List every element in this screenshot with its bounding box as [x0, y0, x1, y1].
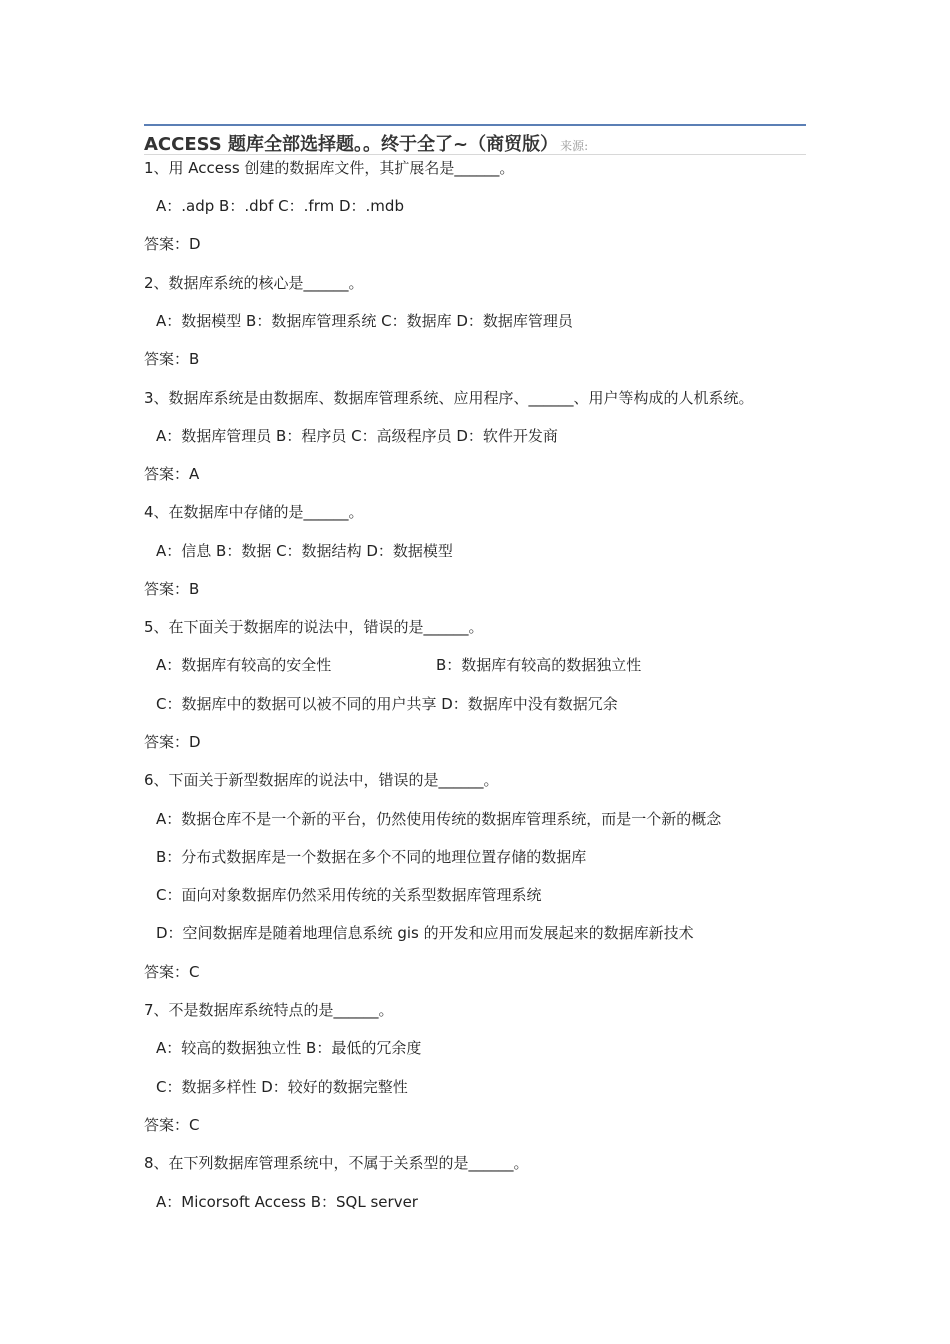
options-3: A：数据库管理员 B：程序员 C：高级程序员 D：软件开发商: [156, 427, 558, 445]
question-6: 6、下面关于新型数据库的说法中，错误的是______。: [144, 771, 499, 789]
question-7: 7、不是数据库系统特点的是______。: [144, 1001, 394, 1019]
answer-7: 答案：C: [144, 1116, 200, 1134]
question-2: 2、数据库系统的核心是______。: [144, 274, 364, 292]
question-3: 3、数据库系统是由数据库、数据库管理系统、应用程序、______、用户等构成的人机系统。: [144, 389, 754, 407]
answer-3: 答案：A: [144, 465, 200, 483]
options-5-row2: C：数据库中的数据可以被不同的用户共享 D：数据库中没有数据冗余: [156, 695, 618, 713]
answer-5: 答案：D: [144, 733, 201, 751]
option-6a: A：数据仓库不是一个新的平台，仍然使用传统的数据库管理系统，而是一个新的概念: [156, 810, 722, 828]
options-7-row2: C：数据多样性 D：较好的数据完整性: [156, 1078, 408, 1096]
options-2: A：数据模型 B：数据库管理系统 C：数据库 D：数据库管理员: [156, 312, 573, 330]
answer-6: 答案：C: [144, 963, 200, 981]
option-6c: C：面向对象数据库仍然采用传统的关系型数据库管理系统: [156, 886, 542, 904]
options-7-row1: A：较高的数据独立性 B：最低的冗余度: [156, 1039, 422, 1057]
answer-2: 答案：B: [144, 350, 200, 368]
option-6d: D：空间数据库是随着地理信息系统 gis 的开发和应用而发展起来的数据库新技术: [156, 924, 694, 942]
options-5-row1: [156, 655, 641, 675]
options-8: A：Micorsoft Access B：SQL server: [156, 1193, 418, 1211]
options-1: A：.adp B：.dbf C：.frm D：.mdb: [156, 197, 404, 215]
option-5b: B：数据库有较高的数据独立性: [436, 656, 642, 674]
title-row: [144, 130, 806, 155]
question-1: 1、用 Access 创建的数据库文件，其扩展名是______。: [144, 159, 515, 177]
question-5: 5、在下面关于数据库的说法中，错误的是______。: [144, 618, 484, 636]
answer-1: 答案：D: [144, 235, 201, 253]
top-rule: [144, 124, 806, 126]
option-6b: B：分布式数据库是一个数据在多个不同的地理位置存储的数据库: [156, 848, 587, 866]
question-8: 8、在下列数据库管理系统中，不属于关系型的是______。: [144, 1154, 529, 1172]
document-title: ACCESS 题库全部选择题。。终于全了~（商贸版）: [144, 134, 559, 155]
question-4: 4、在数据库中存储的是______。: [144, 503, 364, 521]
source-label: 来源:: [560, 139, 589, 153]
answer-4: 答案：B: [144, 580, 200, 598]
option-5a: A：数据库有较高的安全性: [156, 656, 332, 674]
options-4: A：信息 B：数据 C：数据结构 D：数据模型: [156, 542, 453, 560]
